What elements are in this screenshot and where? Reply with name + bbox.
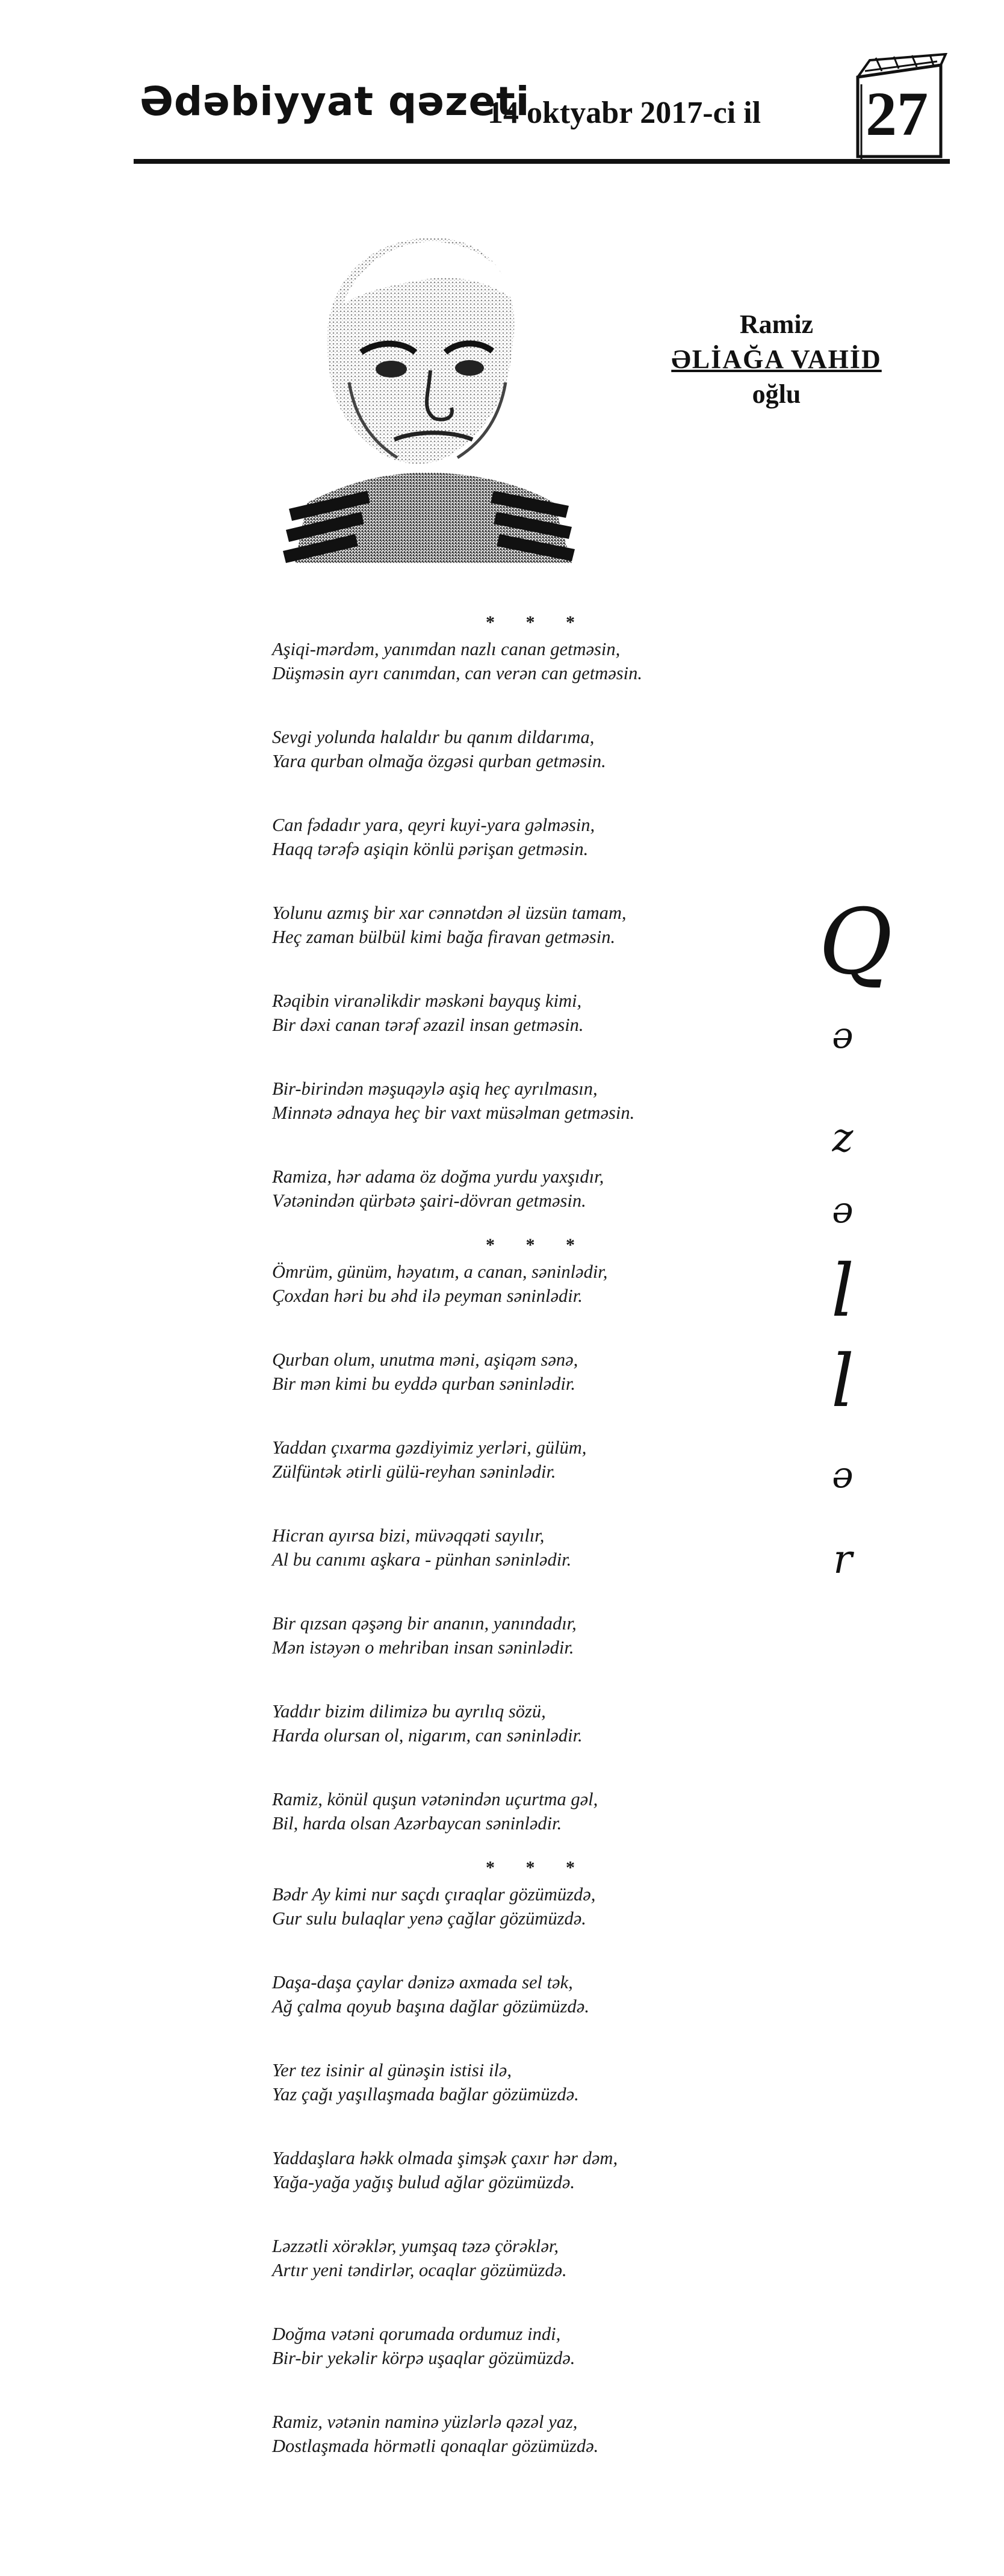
- title-letter: ə: [832, 1189, 854, 1231]
- poem-line: Rəqibin viranəlikdir məskəni bayquş kimi,: [272, 991, 582, 1011]
- poem-line: Yaddan çıxarma gəzdiyimiz yerləri, gülüm,: [272, 1437, 587, 1458]
- poem-line: Çoxdan həri bu əhd ilə peyman səninlədir.: [272, 1286, 583, 1306]
- title-letter: r: [833, 1536, 852, 1582]
- poem-line: Yaz çağı yaşıllaşmada bağlar gözümüzdə.: [272, 2084, 579, 2105]
- poem-line: Bir-birindən məşuqəylə aşiq heç ayrılmasın,: [272, 1078, 598, 1099]
- poem-line: Yaddır bizim dilimizə bu ayrılıq sözü,: [272, 1701, 546, 1722]
- poem-line: Ömrüm, günüm, həyatım, a canan, səninlədir,: [272, 1262, 608, 1282]
- poem-line: Gur sulu bulaqlar yenə çağlar gözümüzdə.: [272, 1908, 586, 1929]
- stanza: [272, 1165, 802, 1213]
- poem-line: Vətənindən qürbətə şairi-dövran getməsin.: [272, 1190, 586, 1211]
- poem-line: Ramiz, vətənin naminə yüzlərlə qəzəl yaz,: [272, 2412, 578, 2432]
- poem-line: Bədr Ay kimi nur saçdı çıraqlar gözümüzdə,: [272, 1884, 596, 1905]
- vertical-title-qezeller: [795, 891, 891, 1584]
- poem-line: Yağa-yağa yağış bulud ağlar gözümüzdə.: [272, 2172, 575, 2192]
- poem-line: Dostlaşmada hörmətli qonaqlar gözümüzdə.: [272, 2436, 599, 2456]
- poem-3: [272, 1853, 802, 2458]
- stanza: [272, 725, 802, 773]
- stanza: [272, 2234, 802, 2282]
- poem-line: Sevgi yolunda halaldır bu qanım dildarıma,: [272, 727, 595, 747]
- publication-title: Ədəbiyyat qəzeti: [140, 78, 530, 125]
- poem-line: Bir qızsan qəşəng bir ananın, yanındadır,: [272, 1613, 577, 1634]
- stanza: [272, 1348, 802, 1396]
- author-last-name: ƏLİAĞA VAHİD: [671, 344, 882, 374]
- poem-line: Heç zaman bülbül kimi bağa firavan getməsin.: [272, 927, 616, 947]
- stanza: [272, 1260, 802, 1308]
- title-letter: Q: [819, 890, 893, 995]
- poem-separator: * * *: [486, 612, 588, 632]
- stanza: [272, 2410, 802, 2458]
- stanza: [272, 637, 802, 685]
- poem-line: Daşa-daşa çaylar dənizə axmada sel tək,: [272, 1972, 573, 1993]
- poem-line: Haqq tərəfə aşiqin könlü pərişan getməsin.: [272, 839, 589, 859]
- stanza: [272, 1970, 802, 2018]
- poem-line: Yara qurban olmağa özgəsi qurban getməsin.: [272, 751, 606, 771]
- poem-line: Hicran ayırsa bizi, müvəqqəti sayılır,: [272, 1525, 545, 1546]
- author-patronymic: oğlu: [752, 379, 801, 409]
- poem-line: Can fədadır yara, qeyri kuyi-yara gəlməsin,: [272, 815, 595, 835]
- poem-line: Bir dəxi canan tərəf əzazil insan getməsin.: [272, 1015, 584, 1035]
- stanza: [272, 1787, 802, 1835]
- stanza: [272, 989, 802, 1037]
- poem-2: [272, 1231, 802, 1835]
- stanza: [272, 813, 802, 861]
- poem-line: Zülfüntək ətirli gülü-reyhan səninlədir.: [272, 1461, 556, 1482]
- stanza: [272, 901, 802, 949]
- poem-line: Ağ çalma qoyub başına dağlar gözümüzdə.: [272, 1996, 589, 2017]
- page-header: [0, 0, 1004, 175]
- poem-line: Bil, harda olsan Azərbaycan səninlədir.: [272, 1813, 562, 1834]
- poem-line: Minnətə ədnaya heç bir vaxt müsəlman getməsin.: [272, 1103, 635, 1123]
- poem-1: [272, 608, 802, 1213]
- poem-line: Doğma vətəni qorumada ordumuz indi,: [272, 2324, 561, 2344]
- poem-line: Al bu canımı aşkara - pünhan səninlədir.: [272, 1549, 572, 1570]
- title-letter: z: [832, 1115, 854, 1161]
- poem-line: Bir mən kimi bu eyddə qurban səninlədir.: [272, 1374, 576, 1394]
- poem-line: Yaddaşlara həkk olmada şimşək çaxır hər dəm,: [272, 2148, 618, 2168]
- stanza: [272, 1077, 802, 1125]
- stanza: [272, 2322, 802, 2370]
- poem-line: Qurban olum, unutma məni, aşiqəm sənə,: [272, 1349, 578, 1370]
- stanza: [272, 1523, 802, 1572]
- stanza: [272, 2058, 802, 2106]
- title-letter: l: [831, 1340, 855, 1423]
- poem-line: Artır yeni təndirlər, ocaqlar gözümüzdə.: [272, 2260, 567, 2280]
- poem-line: Harda olursan ol, nigarım, can səninlədir.: [272, 1725, 583, 1746]
- poem-line: Ləzzətli xörəklər, yumşaq təzə çörəklər,: [272, 2236, 559, 2256]
- title-letter: ə: [832, 1454, 854, 1496]
- poem-separator: * * *: [486, 1235, 588, 1255]
- author-name-block: [638, 307, 915, 412]
- page-number-badge: [834, 53, 948, 161]
- poem-line: Ramiza, hər adama öz doğma yurdu yaxşıdır,: [272, 1166, 604, 1187]
- title-letter: ə: [832, 1015, 854, 1057]
- poem-line: Ramiz, könül quşun vətənindən uçurtma gəl,: [272, 1789, 598, 1809]
- stanza: [272, 2146, 802, 2194]
- poem-separator: * * *: [486, 1858, 588, 1878]
- stanza: [272, 1699, 802, 1747]
- poems-column: [272, 608, 802, 2476]
- author-first-name: Ramiz: [739, 310, 814, 339]
- poem-line: Yer tez isinir al günəşin istisi ilə,: [272, 2060, 512, 2080]
- author-portrait: [271, 202, 584, 563]
- stanza: [272, 1882, 802, 1930]
- issue-date: 14 oktyabr 2017-ci il: [488, 96, 761, 130]
- poem-line: Mən istəyən o mehriban insan səninlədir.: [272, 1637, 574, 1658]
- header-rule: [134, 159, 950, 164]
- poem-line: Bir-bir yekəlir körpə uşaqlar gözümüzdə.: [272, 2348, 575, 2368]
- poem-line: Düşməsin ayrı canımdan, can verən can getməsin.: [272, 663, 642, 683]
- page-number: 27: [866, 79, 928, 149]
- poem-line: Aşiqi-mərdəm, yanımdan nazlı canan getməsin,: [272, 639, 621, 659]
- stanza: [272, 1611, 802, 1660]
- title-letter: l: [831, 1249, 855, 1333]
- stanza: [272, 1436, 802, 1484]
- poem-line: Yolunu azmış bir xar cənnətdən əl üzsün tamam,: [272, 903, 627, 923]
